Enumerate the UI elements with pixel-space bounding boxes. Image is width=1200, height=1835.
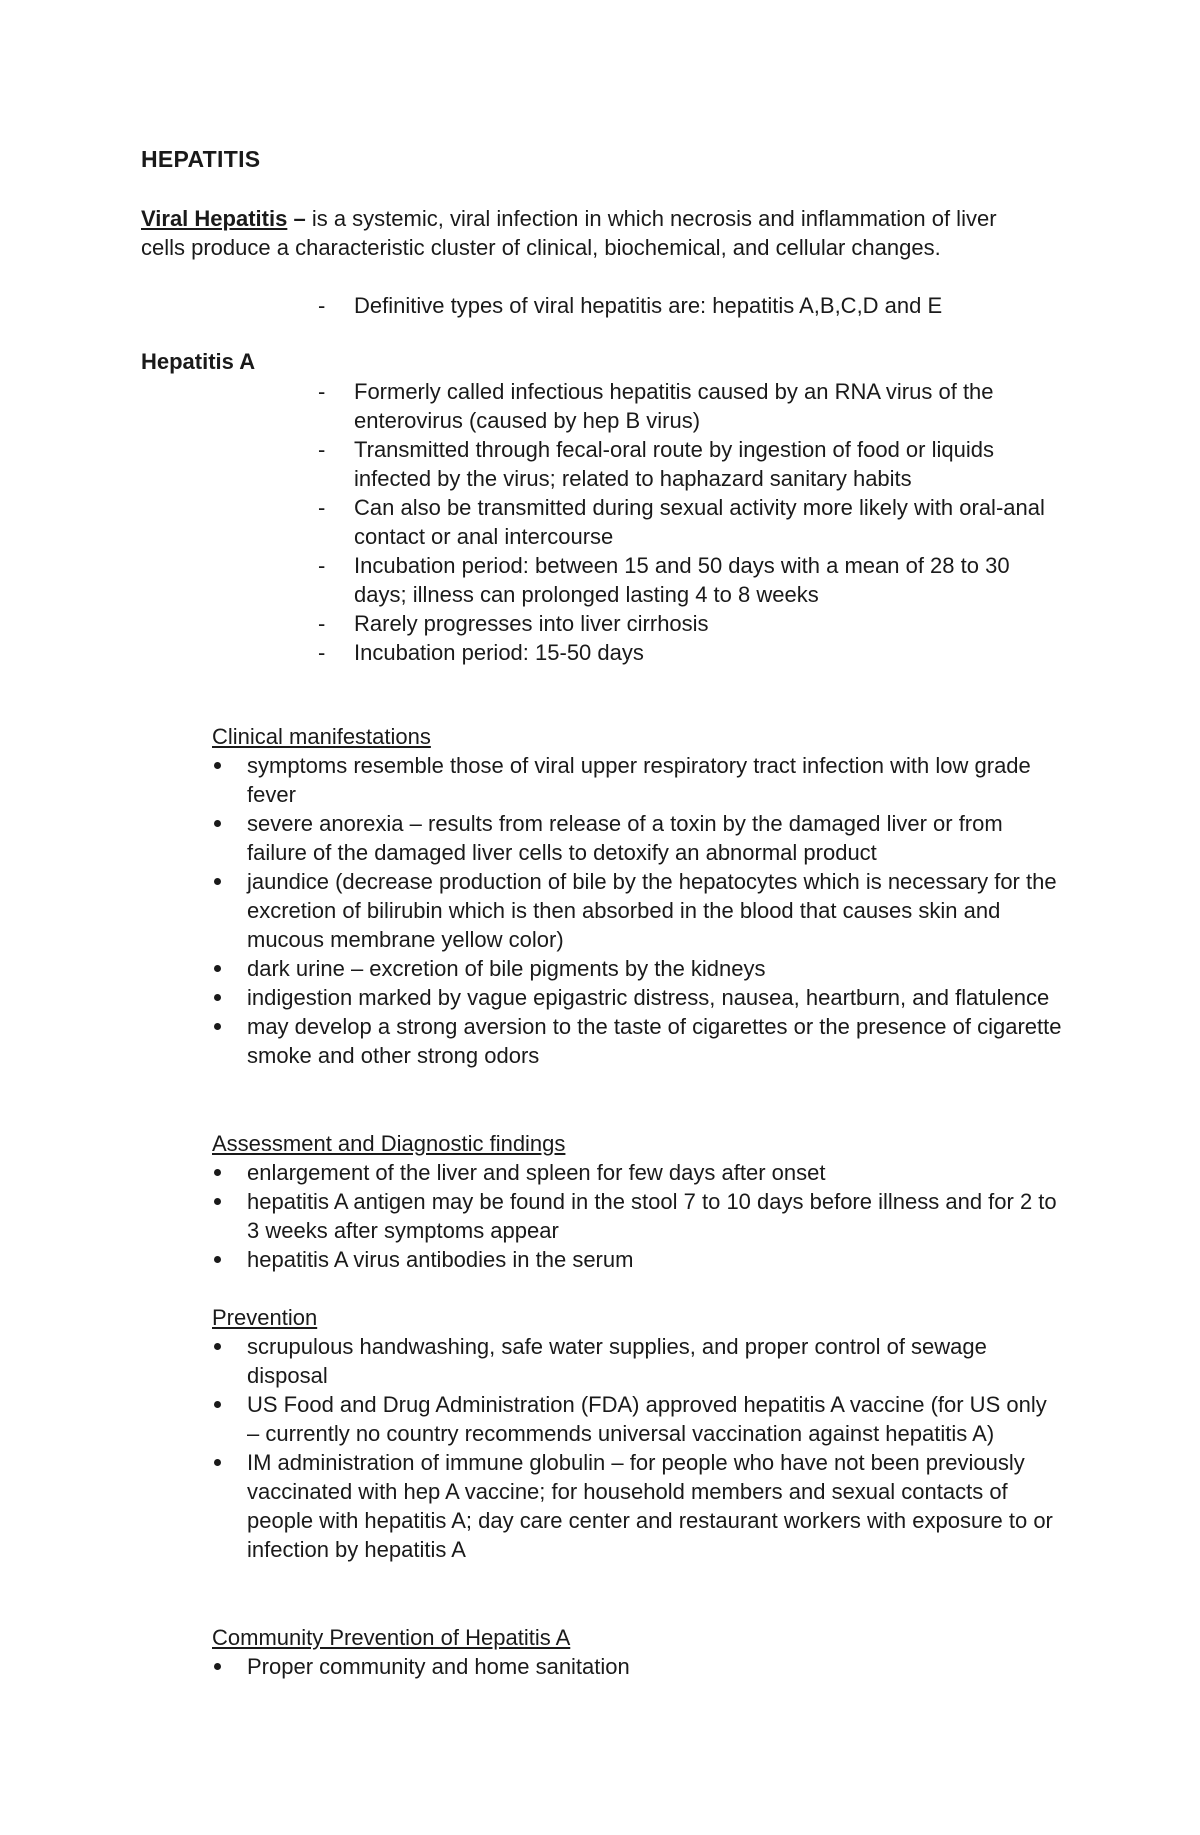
clinical-heading: Clinical manifestations	[212, 724, 431, 749]
dash-marker: -	[318, 379, 326, 404]
list-item-text: Incubation period: 15-50 days	[354, 640, 644, 665]
list-item-text: Formerly called infectious hepatitis caused by an RNA virus of the enterovirus (caused by hep B virus)	[354, 379, 994, 433]
clinical-list	[212, 751, 1062, 1070]
bullet-icon	[214, 762, 221, 769]
dash-marker: -	[318, 553, 326, 578]
bullet-icon	[214, 1169, 221, 1176]
list-item	[212, 1245, 1062, 1274]
list-item	[212, 1158, 1062, 1187]
prevention-list	[212, 1332, 1062, 1564]
list-item	[316, 291, 1056, 320]
hepatitis-a-list	[316, 377, 1056, 667]
list-item-text: US Food and Drug Administration (FDA) approved hepatitis A vaccine (for US only – currently no country recommends universal vaccination against hepatitis A)	[247, 1392, 1047, 1446]
list-item-text: Rarely progresses into liver cirrhosis	[354, 611, 709, 636]
list-item-text: hepatitis A virus antibodies in the serum	[247, 1247, 634, 1272]
list-item	[316, 493, 1056, 551]
list-item	[212, 1390, 1062, 1448]
list-item-text: Transmitted through fecal-oral route by ingestion of food or liquids infected by the virus; related to haphazard sanitary habits	[354, 437, 994, 491]
list-item-text: Definitive types of viral hepatitis are: hepatitis A,B,C,D and E	[354, 293, 943, 318]
list-item-text: may develop a strong aversion to the taste of cigarettes or the presence of cigarette smoke and other strong odors	[247, 1014, 1062, 1068]
dash-marker: -	[318, 611, 326, 636]
assessment-list	[212, 1158, 1062, 1274]
bullet-icon	[214, 1023, 221, 1030]
dash-marker: -	[318, 437, 326, 462]
list-item-text: dark urine – excretion of bile pigments by the kidneys	[247, 956, 766, 981]
list-item	[316, 435, 1056, 493]
list-item	[316, 638, 1056, 667]
list-item-text: indigestion marked by vague epigastric distress, nausea, heartburn, and flatulence	[247, 985, 1050, 1010]
document-title: HEPATITIS	[141, 146, 261, 172]
dash-marker: -	[318, 495, 326, 520]
bullet-icon	[214, 1401, 221, 1408]
list-item-text: Proper community and home sanitation	[247, 1654, 630, 1679]
bullet-icon	[214, 965, 221, 972]
bullet-icon	[214, 1663, 221, 1670]
list-item	[212, 1012, 1062, 1070]
bullet-icon	[214, 1256, 221, 1263]
list-item	[212, 1332, 1062, 1390]
list-item	[212, 983, 1062, 1012]
prevention-heading: Prevention	[212, 1305, 318, 1330]
list-item-text: symptoms resemble those of viral upper respiratory tract infection with low grade fever	[247, 753, 1031, 807]
intro-definition: is a systemic, viral infection in which necrosis and inflammation of liver cells produce a characteristic cluster of clinical, biochemical, and cellular changes.	[141, 206, 997, 260]
community-list	[212, 1652, 1062, 1681]
list-item-text: hepatitis A antigen may be found in the stool 7 to 10 days before illness and for 2 to 3 weeks after symptoms appear	[247, 1189, 1057, 1243]
assessment-heading: Assessment and Diagnostic findings	[212, 1131, 566, 1156]
bullet-icon	[214, 820, 221, 827]
intro-separator: –	[293, 206, 306, 231]
list-item	[212, 751, 1062, 809]
list-item	[212, 809, 1062, 867]
list-item	[316, 377, 1056, 435]
list-item-text: Can also be transmitted during sexual activity more likely with oral-anal contact or anal intercourse	[354, 495, 1045, 549]
list-item-text: Incubation period: between 15 and 50 days with a mean of 28 to 30 days; illness can prolonged lasting 4 to 8 weeks	[354, 553, 1010, 607]
list-item	[212, 867, 1062, 954]
list-item-text: IM administration of immune globulin – for people who have not been previously vaccinated with hep A vaccine; for household members and sexual contacts of people with hepatitis A; day care center and restaurant workers with exposure to or infection by hepatitis A	[247, 1450, 1053, 1562]
dash-marker: -	[318, 640, 326, 665]
bullet-icon	[214, 878, 221, 885]
list-item-text: enlargement of the liver and spleen for few days after onset	[247, 1160, 826, 1185]
bullet-icon	[214, 1459, 221, 1466]
list-item	[212, 1448, 1062, 1564]
intro-paragraph	[141, 204, 1041, 262]
community-heading: Community Prevention of Hepatitis A	[212, 1625, 571, 1650]
list-item	[212, 1187, 1062, 1245]
list-item	[316, 609, 1056, 638]
list-item-text: severe anorexia – results from release of a toxin by the damaged liver or from failure of the damaged liver cells to detoxify an abnormal product	[247, 811, 1003, 865]
list-item	[212, 954, 1062, 983]
hepatitis-a-heading: Hepatitis A	[141, 349, 256, 374]
list-item-text: scrupulous handwashing, safe water supplies, and proper control of sewage disposal	[247, 1334, 987, 1388]
bullet-icon	[214, 994, 221, 1001]
bullet-icon	[214, 1343, 221, 1350]
intro-list	[316, 291, 1056, 320]
list-item	[316, 551, 1056, 609]
bullet-icon	[214, 1198, 221, 1205]
dash-marker: -	[318, 293, 326, 318]
list-item	[212, 1652, 1062, 1681]
intro-term: Viral Hepatitis	[141, 206, 288, 231]
list-item-text: jaundice (decrease production of bile by the hepatocytes which is necessary for the excretion of bilirubin which is then absorbed in the blood that causes skin and mucous membrane yellow color)	[247, 869, 1057, 952]
